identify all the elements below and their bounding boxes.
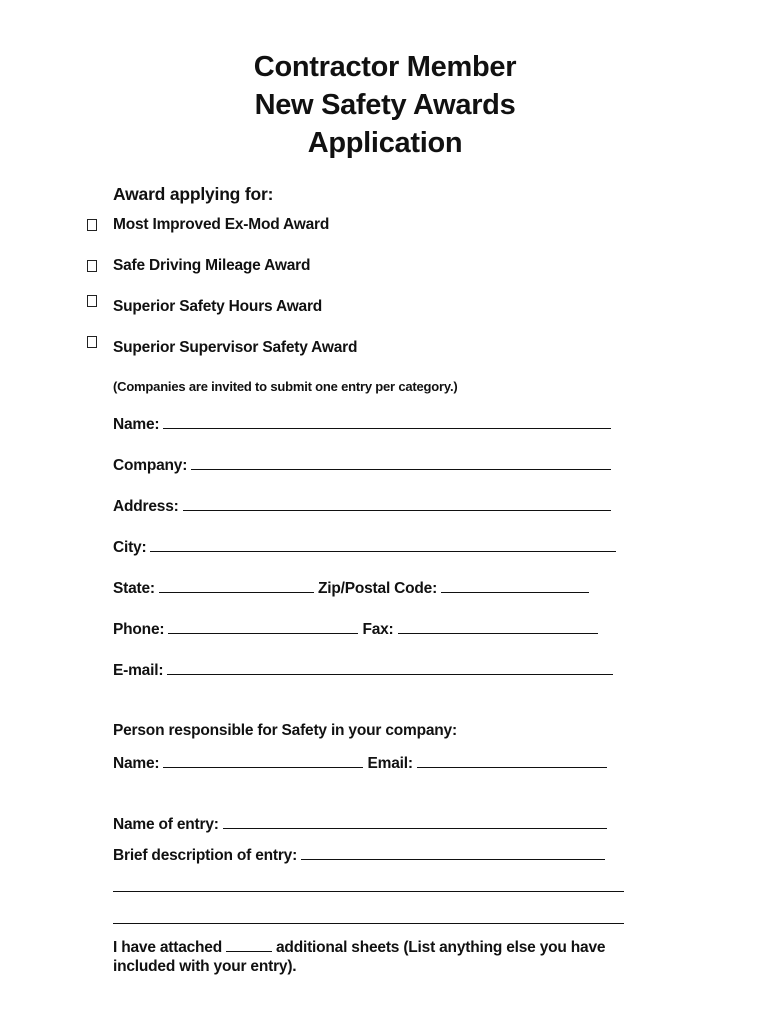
checkbox-safety-hours[interactable] bbox=[87, 295, 97, 307]
state-label: State: bbox=[113, 580, 155, 597]
form-title bbox=[0, 48, 770, 162]
name-row bbox=[113, 413, 611, 435]
state-zip-row bbox=[113, 577, 589, 599]
zip-label: Zip/Postal Code: bbox=[317, 580, 438, 597]
safety-contact-row bbox=[113, 752, 607, 774]
title-line-1: Contractor Member bbox=[253, 51, 517, 83]
description-row bbox=[113, 844, 605, 866]
description-field[interactable] bbox=[301, 844, 605, 860]
safety-email-label: Email: bbox=[367, 755, 413, 772]
city-label: City: bbox=[113, 539, 147, 556]
safety-name-label: Name: bbox=[113, 755, 160, 772]
email-field[interactable] bbox=[167, 659, 613, 675]
address-row bbox=[113, 495, 611, 517]
entry-note: (Companies are invited to submit one entry per category.) bbox=[113, 379, 458, 394]
address-label: Address: bbox=[113, 498, 179, 515]
award-heading: Award applying for: bbox=[113, 184, 274, 204]
phone-field[interactable] bbox=[168, 618, 358, 634]
checkbox-supervisor[interactable] bbox=[87, 336, 97, 348]
award-option-safety-hours: Superior Safety Hours Award bbox=[113, 298, 323, 315]
entry-name-field[interactable] bbox=[223, 813, 607, 829]
company-field[interactable] bbox=[191, 454, 611, 470]
attached-label-after: additional sheets (List anything else you have bbox=[276, 939, 606, 956]
description-line-3 bbox=[113, 908, 624, 930]
title-line-2: New Safety Awards bbox=[254, 89, 516, 121]
company-label: Company: bbox=[113, 457, 188, 474]
fax-label: Fax: bbox=[362, 621, 394, 638]
email-row bbox=[113, 659, 613, 681]
phone-fax-row bbox=[113, 618, 598, 640]
attached-row bbox=[113, 936, 605, 958]
attached-count-field[interactable] bbox=[226, 936, 272, 952]
safety-name-field[interactable] bbox=[163, 752, 363, 768]
fax-field[interactable] bbox=[398, 618, 598, 634]
title-line-3: Application bbox=[307, 127, 463, 159]
description-line-2 bbox=[113, 876, 624, 898]
safety-heading: Person responsible for Safety in your company: bbox=[113, 722, 457, 739]
company-row bbox=[113, 454, 611, 476]
award-option-supervisor: Superior Supervisor Safety Award bbox=[113, 339, 358, 356]
state-field[interactable] bbox=[159, 577, 314, 593]
award-option-safe-driving: Safe Driving Mileage Award bbox=[113, 257, 311, 274]
city-row bbox=[113, 536, 616, 558]
safety-email-field[interactable] bbox=[417, 752, 607, 768]
email-label: E-mail: bbox=[113, 662, 164, 679]
description-field-3[interactable] bbox=[113, 908, 624, 924]
name-field[interactable] bbox=[163, 413, 611, 429]
phone-label: Phone: bbox=[113, 621, 165, 638]
description-field-2[interactable] bbox=[113, 876, 624, 892]
entry-name-label: Name of entry: bbox=[113, 816, 219, 833]
attached-label: I have attached bbox=[113, 939, 222, 956]
attached-line-2: included with your entry). bbox=[113, 958, 297, 975]
checkbox-ex-mod[interactable] bbox=[87, 219, 97, 231]
checkbox-safe-driving[interactable] bbox=[87, 260, 97, 272]
entry-name-row bbox=[113, 813, 607, 835]
name-label: Name: bbox=[113, 416, 160, 433]
description-label: Brief description of entry: bbox=[113, 847, 298, 864]
zip-field[interactable] bbox=[441, 577, 589, 593]
award-option-ex-mod: Most Improved Ex-Mod Award bbox=[113, 216, 330, 233]
city-field[interactable] bbox=[150, 536, 616, 552]
address-field[interactable] bbox=[183, 495, 611, 511]
